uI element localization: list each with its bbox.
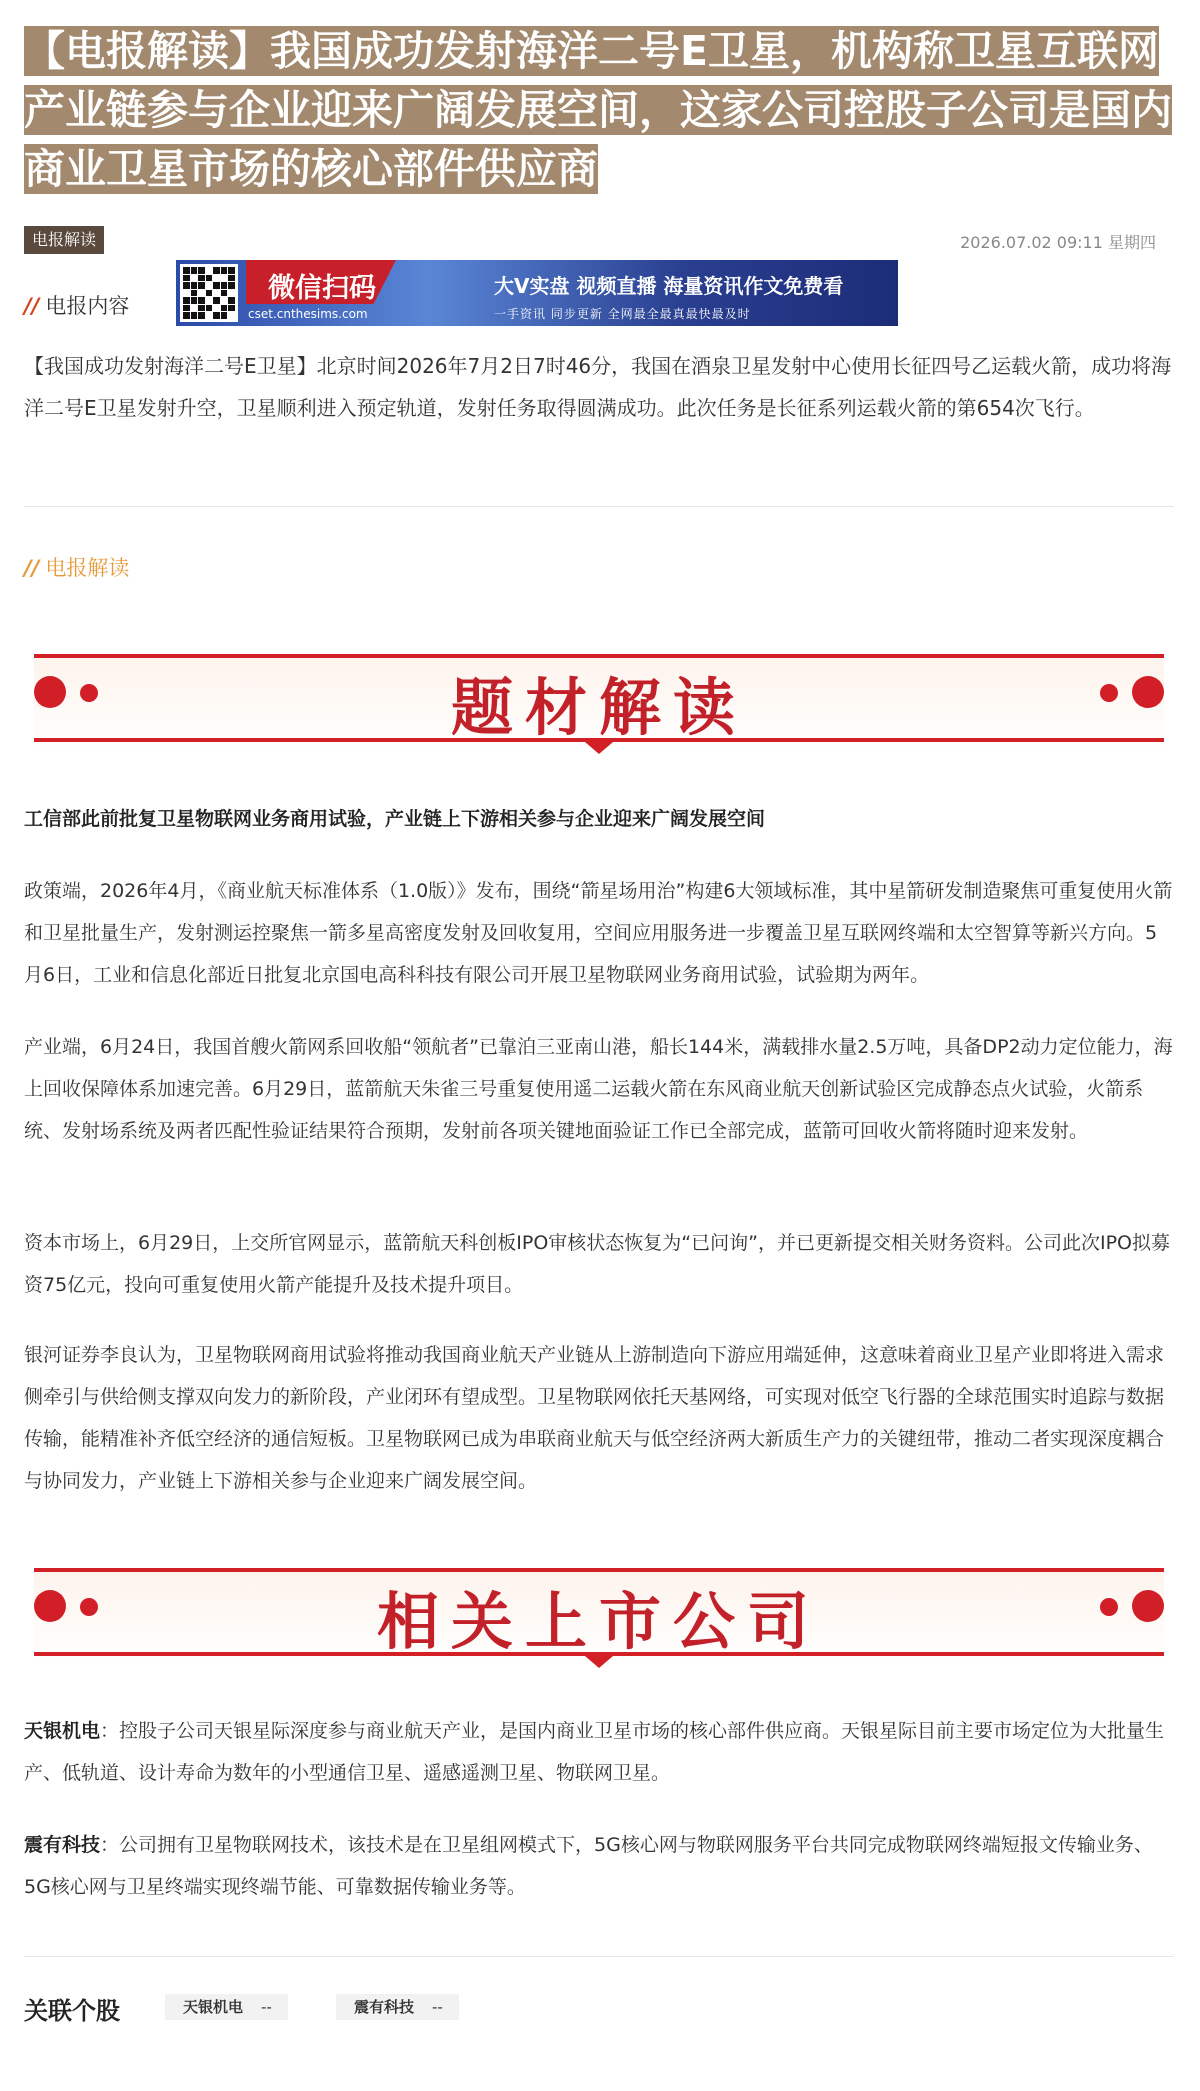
- related-stock-chip[interactable]: [336, 1994, 459, 2020]
- company-colon: ：: [100, 1834, 120, 1856]
- topic-interpretation-title: 题材解读: [450, 671, 747, 744]
- chevron-down-icon: [585, 742, 613, 754]
- slash-mark-icon: //: [24, 556, 40, 580]
- topic-interpretation-banner: [24, 648, 1174, 758]
- divider: [24, 506, 1174, 507]
- publish-datetime: 2026.07.02 09:11 星期四: [960, 233, 1156, 252]
- interpretation-paragraph: 政策端，2026年4月，《商业航天标准体系（1.0版）》发布，围绕“箭星场用治”构建6大领域标准，其中星箭研发制造聚焦可重复使用火箭和卫星批量生产，发射测运控聚焦一箭多星高密度发射及回收复用，空间应用服务进一步覆盖卫星互联网终端和太空智算等新兴方向。5月6日，工业和信息化部近日批复北京国电高科科技有限公司开展卫星物联网业务商用试验，试验期为两年。: [24, 880, 1173, 986]
- related-companies-title: 相关上市公司: [376, 1585, 821, 1658]
- category-tag[interactable]: 电报解读: [24, 226, 104, 254]
- article-title: 【电报解读】我国成功发射海洋二号E卫星，机构称卫星互联网产业链参与企业迎来广阔发展空间，这家公司控股子公司是国内商业卫星市场的核心部件供应商: [24, 27, 1172, 193]
- interpretation-paragraph: 产业端，6月24日，我国首艘火箭网系回收船“领航者”已靠泊三亚南山港，船长144米，满载排水量2.5万吨，具备DP2动力定位能力，海上回收保障体系加速完善。6月29日，蓝箭航天朱雀三号重复使用遥二运载火箭在东风商业航天创新试验区完成静态点火试验，火箭系统、发射场系统及两者匹配性验证结果符合预期，发射前各项关键地面验证工作已全部完成，蓝箭可回收火箭将随时迎来发射。: [24, 1036, 1173, 1142]
- company-name[interactable]: 天银机电: [24, 1720, 101, 1742]
- telegram-interpretation-label: [24, 552, 129, 582]
- telegram-content-text: 【我国成功发射海洋二号E卫星】北京时间2026年7月2日7时46分，我国在酒泉卫星发射中心使用长征四号乙运载火箭，成功将海洋二号E卫星发射升空，卫星顺利进入预定轨道，发射任务取得圆满成功。此次任务是长征系列运载火箭的第654次飞行。: [24, 354, 1172, 420]
- divider: [24, 1956, 1174, 1957]
- slash-mark-icon: //: [24, 294, 40, 318]
- article-title-wrap: [24, 22, 1174, 199]
- company-colon: ：: [100, 1720, 120, 1742]
- ad-main-text: 大V实盘 视频直播 海量资讯作文免费看: [494, 274, 844, 298]
- article-title-heading: [24, 22, 1174, 199]
- interpretation-headline: 工信部此前批复卫星物联网业务商用试验，产业链上下游相关参与企业迎来广阔发展空间: [24, 808, 766, 830]
- ad-scan-text: 微信扫码: [268, 273, 376, 304]
- telegram-content-label-text: 电报内容: [45, 294, 130, 318]
- telegram-content-label: [24, 290, 129, 320]
- ad-url: cset.cnthesims.com: [248, 307, 368, 321]
- wechat-scan-ad-banner[interactable]: [176, 260, 898, 326]
- interpretation-paragraph: 银河证券李良认为，卫星物联网商用试验将推动我国商业航天产业链从上游制造向下游应用端延伸，这意味着商业卫星产业即将进入需求侧牵引与供给侧支撑双向发力的新阶段，产业闭环有望成型。卫星物联网依托天基网络，可实现对低空飞行器的全球范围实时追踪与数据传输，能精准补齐低空经济的通信短板。卫星物联网已成为串联商业航天与低空经济两大新质生产力的关键纽带，推动二者实现深度耦合与协同发力，产业链上下游相关参与企业迎来广阔发展空间。: [24, 1344, 1165, 1492]
- related-stock-name: 震有科技: [354, 1998, 415, 2016]
- chevron-down-icon: [585, 1656, 613, 1668]
- company-entry: [24, 1824, 1174, 1908]
- company-name[interactable]: 震有科技: [24, 1834, 101, 1856]
- company-entry: [24, 1710, 1174, 1794]
- related-stocks-label: 关联个股: [24, 1997, 120, 2025]
- related-companies-banner: [24, 1562, 1174, 1672]
- related-stock-value: --: [261, 1998, 272, 2016]
- related-stock-name: 天银机电: [183, 1998, 244, 2016]
- company-desc: 控股子公司天银星际深度参与商业航天产业，是国内商业卫星市场的核心部件供应商。天银星际目前主要市场定位为大批量生产、低轨道、设计寿命为数年的小型通信卫星、遥感遥测卫星、物联网卫星。: [24, 1720, 1165, 1784]
- related-stock-chip[interactable]: [165, 1994, 288, 2020]
- ad-sub-text: 一手资讯 同步更新 全网最全最真最快最及时: [494, 307, 751, 321]
- qr-code-icon: [180, 264, 238, 322]
- company-desc: 公司拥有卫星物联网技术，该技术是在卫星组网模式下，5G核心网与物联网服务平台共同完成物联网终端短报文传输业务、5G核心网与卫星终端实现终端节能、可靠数据传输业务等。: [24, 1834, 1153, 1898]
- telegram-interpretation-label-text: 电报解读: [45, 556, 130, 580]
- related-stock-value: --: [432, 1998, 443, 2016]
- interpretation-paragraph: 资本市场上，6月29日，上交所官网显示，蓝箭航天科创板IPO审核状态恢复为“已问询”，并已更新提交相关财务资料。公司此次IPO拟募资75亿元，投向可重复使用火箭产能提升及技术提升项目。: [24, 1232, 1170, 1296]
